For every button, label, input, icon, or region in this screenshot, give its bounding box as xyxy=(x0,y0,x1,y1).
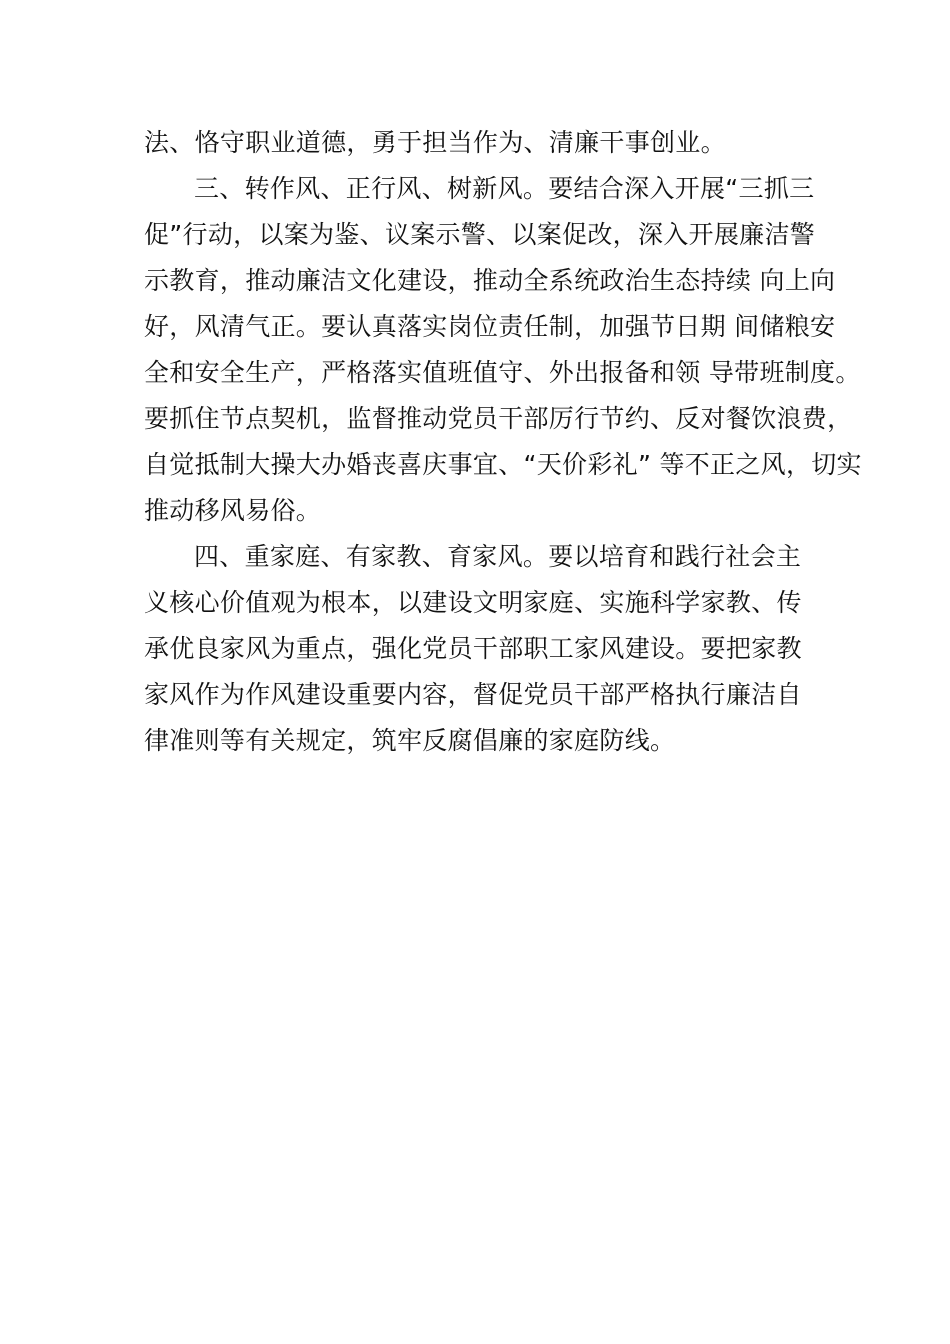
text-line: 示教育，推动廉洁文化建设，推动全系统政治生态持续 向上向 xyxy=(144,266,836,295)
text-line: 家风作为作风建设重要内容，督促党员干部严格执行廉洁自 xyxy=(144,680,802,709)
text-line: 要抓住节点契机，监督推动党员干部厉行节约、反对餐饮浪费， xyxy=(144,404,853,433)
text-line: 法、恪守职业道德，勇于担当作为、清廉干事创业。 xyxy=(144,128,726,157)
text-line: 促”行动，以案为鉴、议案示警、以案促改，深入开展廉洁警 xyxy=(144,220,816,249)
text-line: 承优良家风为重点，强化党员干部职工家风建设。要把家教 xyxy=(144,634,802,663)
document-body xyxy=(144,120,862,764)
text-line: 全和安全生产，严格落实值班值守、外出报备和领 导带班制度。 xyxy=(144,358,861,387)
paragraph-four-heading-line: 四、重家庭、有家教、育家风。要以培育和践行社会主 xyxy=(194,542,802,571)
text-line: 推动移风易俗。 xyxy=(144,496,322,525)
text-line: 律准则等有关规定，筑牢反腐倡廉的家庭防线。 xyxy=(144,726,676,755)
text-line: 义核心价值观为根本，以建设文明家庭、实施科学家教、传 xyxy=(144,588,802,617)
text-line: 好，风清气正。要认真落实岗位责任制，加强节日期 间储粮安 xyxy=(144,312,836,341)
text-line: 自觉抵制大操大办婚丧喜庆事宜、“天价彩礼” 等不正之风，切实 xyxy=(144,450,862,479)
paragraph-three-heading-line: 三、转作风、正行风、树新风。要结合深入开展“三抓三 xyxy=(194,174,815,203)
